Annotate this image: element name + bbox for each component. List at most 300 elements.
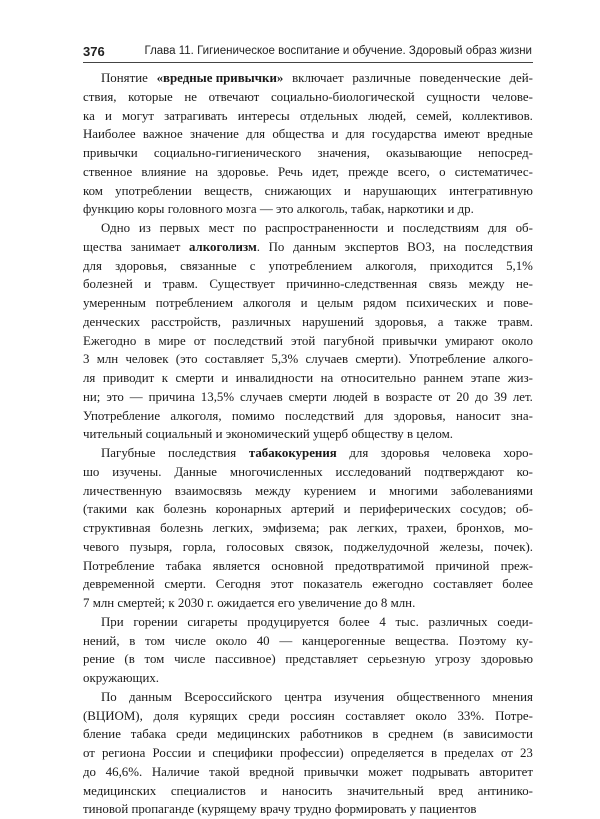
word: млн. <box>390 596 416 610</box>
word: табак, <box>351 202 385 217</box>
word: алкого- <box>492 352 533 367</box>
word: социальный <box>145 427 213 442</box>
word: представляет <box>285 652 358 667</box>
word: этапе <box>470 371 501 385</box>
word: данным <box>129 689 172 704</box>
word: пропаганде <box>131 802 195 817</box>
word: последствия <box>464 239 533 254</box>
word: млн <box>96 352 119 367</box>
word: сигареты <box>187 614 238 629</box>
word: влияние <box>141 164 187 179</box>
word: общества <box>272 127 325 142</box>
word: числе <box>174 652 206 667</box>
word: которые <box>128 89 173 104</box>
word: медицинских <box>83 783 157 798</box>
word: 13,5% <box>200 389 235 404</box>
text-line <box>83 425 533 444</box>
word: Данные <box>174 464 218 479</box>
text-line <box>83 219 533 238</box>
word: мест <box>208 221 235 235</box>
word: расстройств, <box>151 314 221 329</box>
word: числе <box>174 633 206 648</box>
word: человека <box>442 446 491 460</box>
word: его <box>277 596 295 610</box>
word: пассивное) <box>215 652 276 667</box>
word: пациентов <box>419 802 477 817</box>
word: около <box>215 633 247 648</box>
word: взаимосвязь <box>174 483 243 498</box>
word: случаев <box>305 352 349 367</box>
word: коры <box>137 202 165 217</box>
text-line <box>83 763 533 782</box>
word: и <box>221 371 229 385</box>
word: пове- <box>503 296 533 310</box>
chapter-title: Глава 11. Гигиеническое воспитание и обучение. Здоровый образ жизни <box>144 45 532 57</box>
word: до <box>364 596 378 610</box>
word: могут <box>121 108 154 123</box>
word: экономический <box>225 427 310 442</box>
word: как <box>136 502 155 517</box>
word: среднем <box>388 727 434 742</box>
word: причиной <box>435 558 490 573</box>
word: приводит <box>102 371 155 385</box>
word: в <box>144 333 151 348</box>
text-line <box>83 707 533 726</box>
word: Сегодня <box>215 577 261 592</box>
word: смерти. <box>164 577 206 592</box>
paragraph <box>83 444 533 613</box>
word: подтверждают <box>424 464 504 479</box>
word: Всероссийского <box>184 689 273 704</box>
word: это <box>106 389 124 404</box>
word: в <box>373 389 380 404</box>
word: дей- <box>509 71 533 85</box>
word: центра <box>284 689 322 704</box>
word: исследований <box>335 464 412 479</box>
word: веществ, <box>204 183 253 198</box>
word: мнения <box>492 689 533 704</box>
word: идет, <box>311 164 339 179</box>
text-line <box>83 500 533 519</box>
text-line <box>83 669 533 688</box>
text-line <box>83 369 533 388</box>
word: 2030 <box>177 596 204 610</box>
word: и <box>343 183 351 198</box>
word: том <box>144 652 165 667</box>
word: и <box>331 127 339 142</box>
word: последствий <box>285 408 355 423</box>
word: чительный <box>83 427 143 442</box>
word: связанные <box>180 258 237 273</box>
word: (в <box>124 652 135 667</box>
word: общественного <box>396 689 481 704</box>
word: России <box>152 746 192 760</box>
word: связок, <box>294 539 334 554</box>
word: также <box>454 314 487 329</box>
word: россиян <box>290 708 335 723</box>
word: ля <box>83 371 96 385</box>
word: почек). <box>493 539 533 554</box>
word: систематичес- <box>454 164 533 179</box>
word: девременной <box>83 577 155 592</box>
word: от <box>438 389 451 404</box>
word: горении <box>133 614 178 629</box>
word: по <box>243 221 257 235</box>
word: и <box>343 502 351 517</box>
word: и <box>300 296 308 310</box>
word: Употребление <box>408 352 486 367</box>
text-line <box>83 257 533 276</box>
word: причина <box>148 389 195 404</box>
word: хоро- <box>503 446 533 460</box>
text-line <box>83 125 533 144</box>
word: специфики <box>212 746 273 760</box>
word: смертей; <box>117 596 166 610</box>
paragraph <box>83 688 533 819</box>
word: в <box>129 633 136 648</box>
word: По <box>268 239 285 254</box>
word: помимо <box>231 408 275 423</box>
body-text <box>83 69 533 819</box>
word: челове- <box>491 89 533 104</box>
word: от <box>83 746 95 760</box>
word: умеренным <box>83 296 146 310</box>
word: ку- <box>516 633 533 648</box>
word: от <box>500 746 513 760</box>
text-line <box>83 444 533 463</box>
word: наносить <box>282 783 333 798</box>
word: социально-биологической <box>270 89 415 104</box>
word: При <box>101 614 124 629</box>
word: ка <box>83 108 95 123</box>
word: Понятие <box>101 71 148 85</box>
text-line <box>83 782 533 801</box>
word: трудно <box>293 802 332 817</box>
word: и <box>198 746 206 760</box>
word: бронхов, <box>456 521 505 535</box>
word: смерти). <box>355 352 402 367</box>
word: заболеваниями <box>450 483 533 498</box>
word: мозга <box>225 202 257 217</box>
word: 40 <box>256 633 270 648</box>
word: артерий <box>290 502 335 517</box>
word: около <box>501 333 533 348</box>
word: не- <box>516 277 533 292</box>
word: связь <box>428 277 458 292</box>
word: коллективов. <box>462 108 533 123</box>
text-line <box>83 594 533 613</box>
key-term: табакокурения <box>248 446 337 460</box>
word: 20 <box>456 389 470 404</box>
word: горла, <box>182 539 216 554</box>
word: здоровья, <box>374 314 427 329</box>
word: прежде <box>348 164 389 179</box>
word: здоровью <box>480 652 533 667</box>
word: последствиям <box>402 221 480 235</box>
word: приходится <box>429 258 493 273</box>
text-line <box>83 88 533 107</box>
word: и <box>144 277 152 292</box>
word: курением <box>303 483 357 498</box>
word: составляет <box>433 577 493 592</box>
word: изучены. <box>112 464 162 479</box>
word: среди <box>248 708 280 723</box>
word: с <box>249 258 256 273</box>
word: обществу <box>351 427 404 442</box>
word: рак <box>329 521 348 535</box>
page-number: 376 <box>83 44 105 59</box>
word: этот <box>270 577 294 592</box>
text-line <box>83 650 533 669</box>
word: психических <box>406 296 477 310</box>
word: Существует <box>209 277 275 292</box>
word: алкоголя, <box>365 258 417 273</box>
text-line <box>83 575 533 594</box>
word: занимает <box>130 239 181 254</box>
text-line <box>83 163 533 182</box>
word: включает <box>292 71 344 85</box>
word: поджелудочной <box>343 539 430 554</box>
word: млн <box>92 596 115 610</box>
word: составляет <box>204 352 265 367</box>
word: предотвратимой <box>334 558 425 573</box>
word: Ежегодно <box>83 333 137 348</box>
text-line <box>83 350 533 369</box>
word: людей <box>333 389 368 404</box>
word: об- <box>515 502 533 517</box>
word: здоровья <box>380 446 430 460</box>
word: — <box>259 202 273 217</box>
word: непосред- <box>478 146 533 160</box>
word: в <box>430 746 438 760</box>
word: железы, <box>439 539 484 554</box>
word: головного <box>167 202 223 217</box>
word: имеют <box>443 127 480 142</box>
word: ожидается <box>217 596 275 610</box>
word: потреблением <box>155 296 233 310</box>
running-header <box>83 44 532 60</box>
word: др. <box>457 202 474 217</box>
word: 4 <box>379 614 386 629</box>
word: и <box>215 427 223 442</box>
word: это <box>276 202 294 217</box>
word: более <box>502 577 533 592</box>
word: сущности <box>426 89 481 104</box>
word: щества <box>83 239 122 254</box>
word: 46,6%. <box>105 764 143 779</box>
word: и <box>486 296 494 310</box>
word: определяется <box>350 746 424 760</box>
word: врачу <box>259 802 291 817</box>
word: от <box>193 333 206 348</box>
word: формировать <box>334 802 407 817</box>
word: профессии) <box>279 746 344 760</box>
paragraph <box>83 219 533 444</box>
word: серьезную <box>367 652 426 667</box>
word: пределах <box>444 746 494 760</box>
word: Употребление <box>83 408 161 423</box>
text-line <box>83 238 533 257</box>
word: соеди- <box>497 614 533 629</box>
word: затрагивать <box>164 108 228 123</box>
word: болезней <box>83 277 133 292</box>
word: ущерб <box>312 427 349 442</box>
word: структивная <box>83 521 151 535</box>
word: значение <box>189 127 239 142</box>
word: Поэтому <box>458 633 507 648</box>
word: периферических <box>359 502 451 517</box>
word: травм. <box>497 314 533 329</box>
word: легких, <box>212 521 253 535</box>
word: не <box>184 89 198 104</box>
word: смерти <box>175 371 214 385</box>
word <box>249 444 337 463</box>
word: подрывать <box>412 764 470 779</box>
word: 33%. <box>457 708 485 723</box>
word: для <box>246 127 266 142</box>
word: вред <box>438 783 464 798</box>
word: региона <box>101 746 146 760</box>
word: более <box>338 614 370 629</box>
word: чевого <box>83 539 120 554</box>
word: возрасте <box>385 389 433 404</box>
text-line <box>83 538 533 557</box>
word: сосудов; <box>460 502 507 517</box>
word: смерти <box>288 389 328 404</box>
word: жиз- <box>507 371 533 385</box>
word: оказывающие <box>386 146 462 160</box>
word: к <box>168 596 175 610</box>
word: последствий <box>213 333 283 348</box>
word: ственное <box>83 164 133 179</box>
word: нений, <box>83 633 120 648</box>
word: здоровья, <box>393 408 446 423</box>
word: преж- <box>500 558 533 573</box>
text-line <box>83 275 533 294</box>
word: алкоголя <box>242 296 291 310</box>
word: вредные <box>486 127 533 142</box>
word: поведенческие <box>419 71 501 85</box>
word: между <box>468 277 505 292</box>
word: зна- <box>510 408 533 423</box>
text-line <box>83 388 533 407</box>
word: рение <box>83 652 115 667</box>
word: раннем <box>423 371 464 385</box>
word: зависимости <box>463 727 533 742</box>
word: на <box>443 239 457 254</box>
word: угрозу <box>434 652 471 667</box>
word: наркотики <box>387 202 445 217</box>
text-line <box>83 144 533 163</box>
word: ВОЗ, <box>407 239 435 254</box>
word: целым <box>317 296 354 310</box>
word: является <box>212 558 261 573</box>
word: коронарных <box>215 502 282 517</box>
text-line <box>83 200 533 219</box>
word: а <box>437 314 444 329</box>
word: для <box>345 127 365 142</box>
word: около <box>415 708 447 723</box>
word: для <box>83 258 102 273</box>
word: причинно-следственная <box>286 277 418 292</box>
word: Одно <box>101 221 131 235</box>
word: функцию <box>83 202 135 217</box>
text-line <box>83 482 533 501</box>
word: из <box>138 221 151 235</box>
word: людей, <box>368 108 407 123</box>
word: доля <box>153 708 179 723</box>
word: отвечают <box>208 89 260 104</box>
word: относительно <box>340 371 416 385</box>
word: (такими <box>83 502 128 517</box>
word: личественную <box>83 483 162 498</box>
word: всего, <box>397 164 430 179</box>
word: (это <box>175 352 198 367</box>
word: и <box>260 783 268 798</box>
word: об- <box>515 221 533 235</box>
word: интегративную <box>449 183 533 198</box>
word: здоровья, <box>115 258 167 273</box>
word: нарушающих <box>362 183 437 198</box>
word: различных <box>428 614 488 629</box>
word: основной <box>271 558 324 573</box>
word: многими <box>389 483 438 498</box>
word: 23 <box>519 746 533 760</box>
word: этой <box>290 333 316 348</box>
word: медицинских <box>217 727 291 742</box>
word: человек <box>125 352 169 367</box>
word: снижающих <box>264 183 332 198</box>
word: умирают <box>445 333 494 348</box>
word: пагубной <box>323 333 375 348</box>
word: инвалидности <box>235 371 314 385</box>
word: составляет <box>345 708 405 723</box>
word: отдельных <box>299 108 359 123</box>
word: значительный <box>347 783 424 798</box>
word: привычки <box>83 146 138 160</box>
word: болезнь <box>163 502 207 517</box>
word: случаев <box>240 389 283 404</box>
word: антинико- <box>477 783 533 798</box>
word: первых <box>159 221 200 235</box>
word: среди <box>176 727 208 742</box>
word: вещества. <box>394 633 449 648</box>
word: наносит <box>456 408 501 423</box>
word: в <box>406 427 414 442</box>
word: у <box>409 802 417 817</box>
word: курящих <box>189 708 238 723</box>
word: и <box>369 483 377 498</box>
word: целом. <box>416 427 453 442</box>
text-line <box>83 557 533 576</box>
text-line <box>83 519 533 538</box>
word: мо- <box>514 521 533 535</box>
word: алкоголя, <box>170 408 222 423</box>
word <box>157 69 284 88</box>
word: болезнь <box>160 521 204 535</box>
word: различные <box>352 71 411 85</box>
word: продуцируется <box>247 614 330 629</box>
word: распространенности <box>265 221 379 235</box>
word: Речь <box>277 164 303 179</box>
word: алкоголизм. <box>188 239 260 254</box>
word: алкоголь, <box>296 202 348 217</box>
word: рядом <box>363 296 397 310</box>
word: привычки <box>303 764 359 779</box>
word: — <box>129 389 143 404</box>
word: канцерогенные <box>301 633 386 648</box>
word: для <box>349 446 369 460</box>
